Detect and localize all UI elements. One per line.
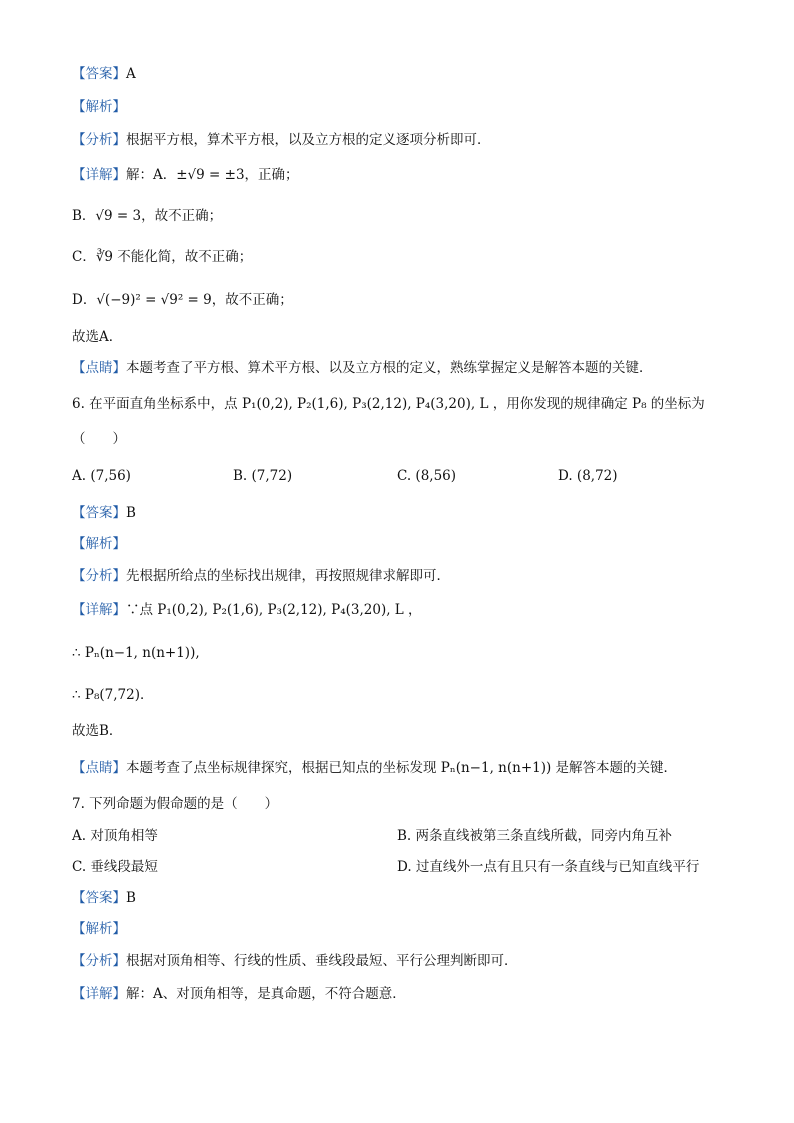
q7-option-c: C. 垂线段最短: [72, 859, 158, 875]
answer-value: B: [126, 890, 136, 906]
xiangjie-tag: 【详解】: [72, 986, 126, 1002]
answer-line: [72, 64, 136, 84]
fenxi-text: 根据平方根，算术平方根，以及立方根的定义逐项分析即可．: [126, 132, 491, 148]
dianjing-line: [72, 358, 653, 378]
dianjing-text: 本题考查了平方根、算术平方根、以及立方根的定义，熟练掌握定义是解答本题的关键．: [126, 360, 653, 376]
xiangjie-tag: 【详解】: [72, 167, 126, 183]
analysis-tag: 【解析】: [72, 921, 126, 937]
q7-option-b: B. 两条直线被第三条直线所截，同旁内角互补: [397, 828, 673, 844]
question-6-stem: 6. 在平面直角坐标系中，点 P₁(0,2), P₂(1,6), P₃(2,12), P₄(3,20), L ，用你发现的规律确定 P₈ 的坐标为: [72, 396, 705, 412]
fenxi-line: [72, 951, 518, 971]
answer-tag: 【答案】: [72, 66, 126, 82]
dianjing-text: 本题考查了点坐标规律探究，根据已知点的坐标发现 Pₙ(n−1, n(n+1)) 是解答本题的关键．: [126, 760, 678, 776]
answer-line: [72, 503, 136, 523]
fenxi-tag: 【分析】: [72, 953, 126, 969]
xiangjie-line: [72, 165, 299, 185]
fenxi-line: [72, 130, 491, 150]
q6-option-d: D. (8,72): [558, 468, 618, 484]
xiangjie-line: [72, 984, 406, 1004]
fenxi-tag: 【分析】: [72, 132, 126, 148]
answer-tag: 【答案】: [72, 505, 126, 521]
analysis-heading: [72, 919, 126, 939]
dianjing-tag: 【点睛】: [72, 760, 126, 776]
dianjing-tag: 【点睛】: [72, 360, 126, 376]
option-d-explanation: D．√(−9)² = √9² = 9，故不正确；: [72, 292, 293, 308]
fenxi-tag: 【分析】: [72, 568, 126, 584]
q7-option-a: A. 对顶角相等: [72, 828, 158, 844]
analysis-heading: [72, 534, 126, 554]
answer-value: A: [126, 66, 136, 82]
xiangjie-text: 解：A．±√9 = ±3，正确；: [126, 167, 299, 183]
q6-option-c: C. (8,56): [397, 468, 457, 484]
q6-option-b: B. (7,72): [233, 468, 293, 484]
select-line: 故选A．: [72, 329, 123, 345]
q7-option-d: D. 过直线外一点有且只有一条直线与已知直线平行: [397, 859, 700, 875]
fenxi-text: 先根据所给点的坐标找出规律，再按照规律求解即可．: [126, 568, 450, 584]
select-line: 故选B．: [72, 723, 123, 739]
analysis-tag: 【解析】: [72, 536, 126, 552]
option-b-explanation: B．√9 = 3，故不正确；: [72, 208, 223, 224]
option-c-explanation: C．∛9 不能化简，故不正确；: [72, 249, 253, 265]
xiangjie-text: 解：A、对顶角相等，是真命题，不符合题意．: [126, 986, 406, 1002]
answer-line: [72, 888, 136, 908]
xiangjie-line: [72, 600, 422, 620]
fenxi-line: [72, 566, 450, 586]
analysis-heading: [72, 97, 126, 117]
q6-option-a: A. (7,56): [72, 468, 131, 484]
answer-tag: 【答案】: [72, 890, 126, 906]
question-6-paren: （ ）: [72, 431, 126, 447]
answer-value: B: [126, 505, 136, 521]
xiangjie-text: ∵点 P₁(0,2), P₂(1,6), P₃(2,12), P₄(3,20), L ，: [126, 602, 422, 618]
analysis-tag: 【解析】: [72, 99, 126, 115]
derivation-step-2: ∴ P₈(7,72)．: [72, 687, 154, 703]
dianjing-line: [72, 758, 677, 778]
derivation-step-1: ∴ Pₙ(n−1, n(n+1)),: [72, 645, 200, 661]
fenxi-text: 根据对顶角相等、行线的性质、垂线段最短、平行公理判断即可．: [126, 953, 518, 969]
xiangjie-tag: 【详解】: [72, 602, 126, 618]
question-7-stem: 7. 下列命题为假命题的是（ ）: [72, 796, 279, 812]
